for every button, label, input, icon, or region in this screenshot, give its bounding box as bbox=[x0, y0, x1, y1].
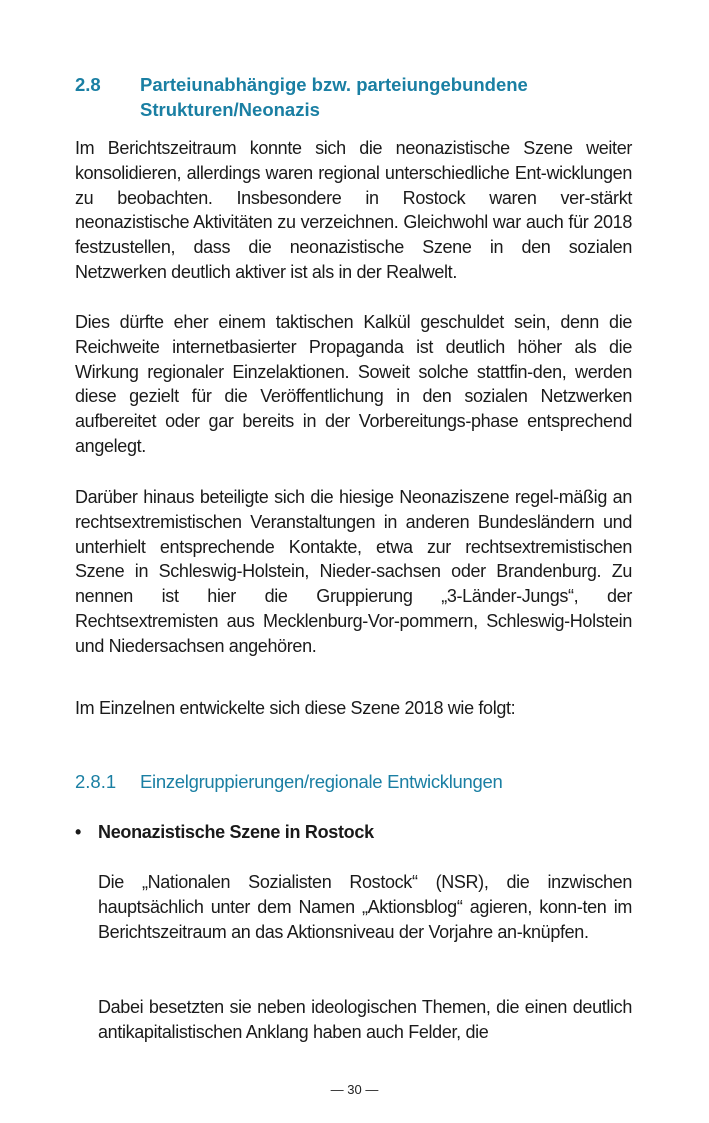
bullet-icon: • bbox=[75, 822, 82, 842]
bullet-paragraph-2: Dabei besetzten sie neben ideologischen Themen, die einen deutlich antikapitalistischen Anklang haben auch Felder, die bbox=[98, 997, 632, 1042]
section-title: Parteiunabhängige bzw. parteiungebundene Strukturen/Neonazis bbox=[140, 74, 528, 120]
paragraph-2: Dies dürfte eher einem taktischen Kalkül geschuldet sein, denn die Reichweite internetbasierter Propaganda ist deutlich höher als die Wirkung regionaler Einzelaktionen. Soweit solche stattfin-den, werden diese gezielt für die Veröffentlichung in den sozialen Netzwerken aufbereitet oder gar bereits in der Vorbereitungs-phase entsprechend angelegt. bbox=[75, 312, 632, 456]
paragraph-1: Im Berichtszeitraum konnte sich die neonazistische Szene weiter konsolidieren, allerdings waren regional unterschiedliche Ent-wicklungen zu beobachten. Insbesondere in Rostock waren ver-stärkt neonazistische Aktivitäten zu verzeichnen. Gleichwohl war auch für 2018 festzustellen, dass die neonazistische Szene in den sozialen Netzwerken deutlich aktiver ist als in der Realwelt. bbox=[75, 138, 632, 282]
bullet-label: Neonazistische Szene in Rostock bbox=[98, 822, 374, 842]
subsection-title: Einzelgruppierungen/regionale Entwicklungen bbox=[140, 771, 503, 792]
subsection-number: 2.8.1 bbox=[75, 771, 117, 792]
paragraph-4: Im Einzelnen entwickelte sich diese Szene 2018 wie folgt: bbox=[75, 698, 516, 718]
page-number: — 30 — bbox=[330, 1082, 379, 1097]
bullet-paragraph-1: Die „Nationalen Sozialisten Rostock“ (NSR), die inzwischen hauptsächlich unter dem Namen „Aktionsblog“ agieren, konn-ten im Berichtszeitraum an das Aktionsniveau der Vorjahre an-knüpfen. bbox=[98, 872, 632, 942]
section-number: 2.8 bbox=[75, 74, 101, 95]
paragraph-3: Darüber hinaus beteiligte sich die hiesige Neonaziszene regel-mäßig an rechtsextremistischen Veranstaltungen in anderen Bundesländern und unterhielt entsprechende Kontakte, etwa zur rechtsextremistischen Szene in Schleswig-Holstein, Nieder-sachsen oder Brandenburg. Zu nennen ist hier die Gruppierung „3-Länder-Jungs“, der Rechtsextremisten aus Mecklenburg-Vor-pommern, Schleswig-Holstein und Niedersachsen angehören. bbox=[75, 487, 632, 656]
